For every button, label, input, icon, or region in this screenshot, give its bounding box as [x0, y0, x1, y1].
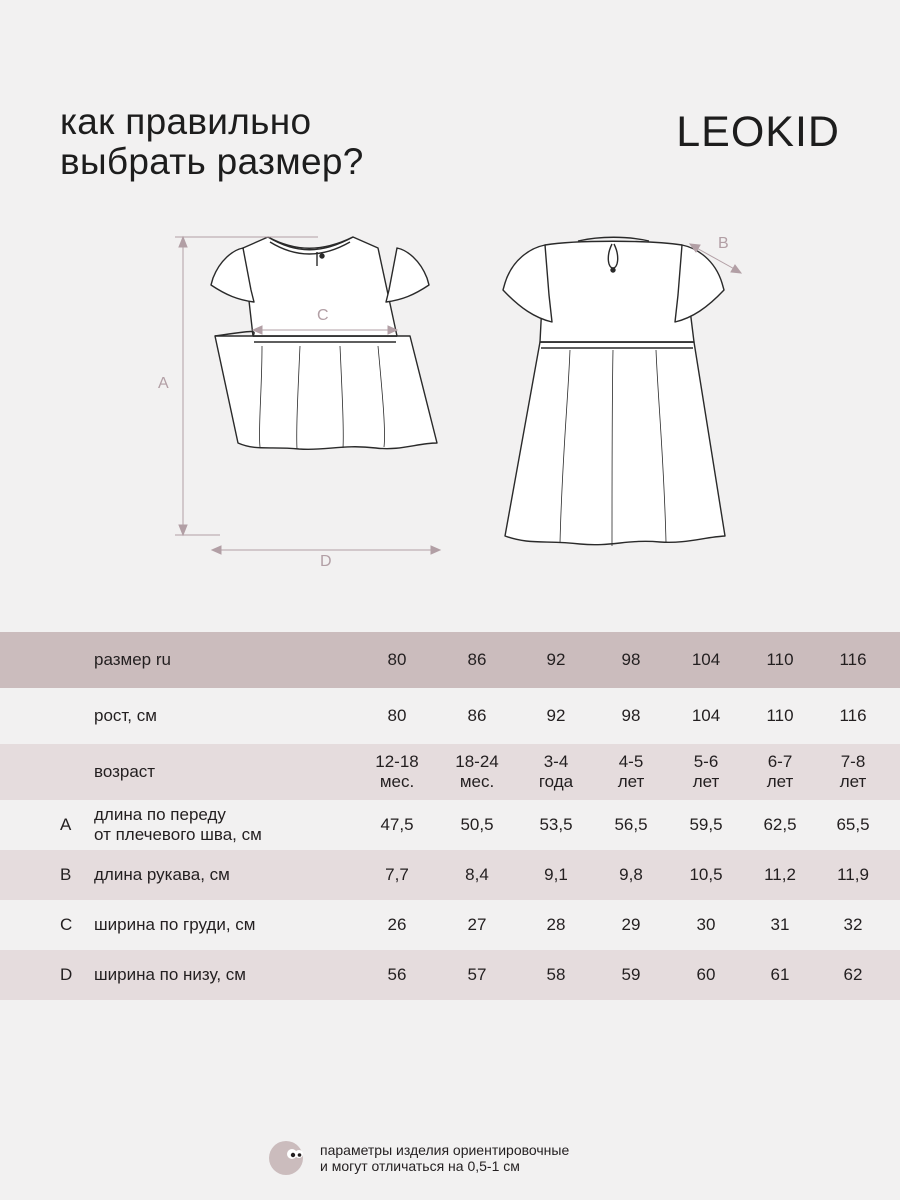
cell-line: 58: [546, 965, 566, 984]
table-cell: [516, 650, 596, 670]
row-label-line: размер ru: [94, 650, 171, 669]
row-label: [94, 865, 230, 885]
table-cell: [591, 815, 671, 835]
table-cell: [357, 865, 437, 885]
table-cell: [516, 752, 596, 792]
row-label-line: ширина по низу, см: [94, 965, 246, 984]
table-cell: [591, 965, 671, 985]
table-cell: [516, 965, 596, 985]
table-cell: [591, 915, 671, 935]
cell-line: 92: [546, 650, 566, 669]
table-cell: [666, 865, 746, 885]
table-cell: [437, 815, 517, 835]
table-row: [0, 744, 900, 800]
row-letter: C: [60, 915, 73, 934]
cell-line: 9,1: [544, 865, 568, 884]
cell-line: лет: [617, 772, 645, 791]
cell-line: 86: [467, 706, 487, 725]
row-label-line: возраст: [94, 762, 156, 781]
cell-line: 59,5: [689, 815, 723, 834]
table-cell: [437, 706, 517, 726]
cell-line: 116: [839, 650, 867, 669]
table-cell: [591, 706, 671, 726]
dress-sketch-illustration: [0, 200, 900, 600]
brand-logo: LEOKID: [676, 108, 840, 156]
cell-line: 11,9: [837, 865, 869, 884]
table-cell: [813, 752, 893, 792]
row-label-line: длина рукава, см: [94, 865, 230, 884]
table-cell: [437, 915, 517, 935]
footer-note: [268, 1140, 569, 1176]
dress-back-sketch: [503, 237, 725, 546]
cell-line: 50,5: [460, 815, 494, 834]
table-cell: [813, 815, 893, 835]
size-table: [0, 632, 900, 1000]
dimension-label-c: C: [317, 307, 329, 324]
table-cell: [437, 650, 517, 670]
cell-line: 53,5: [539, 815, 573, 834]
cell-line: 27: [467, 915, 487, 934]
cell-line: 7-8: [840, 752, 866, 771]
table-cell: [740, 865, 820, 885]
note-text: [320, 1142, 569, 1174]
table-cell: [813, 650, 893, 670]
table-cell: [437, 865, 517, 885]
note-line-2: и могут отличаться на 0,5-1 см: [320, 1158, 520, 1174]
cell-line: 6-7: [767, 752, 793, 771]
cell-line: 30: [696, 915, 716, 934]
cell-line: 65,5: [836, 815, 870, 834]
dimension-label-d: D: [320, 553, 332, 570]
note-line-1: параметры изделия ориентировочные: [320, 1142, 570, 1158]
title-line-1: как правильно: [60, 101, 312, 142]
garment-diagram: [0, 200, 900, 600]
table-cell: [516, 865, 596, 885]
table-cell: [813, 865, 893, 885]
table-cell: [813, 965, 893, 985]
table-cell: [740, 752, 820, 792]
row-label: [94, 650, 171, 670]
cell-line: 9,8: [619, 865, 643, 884]
cell-line: 26: [387, 915, 407, 934]
row-label: [94, 762, 155, 782]
cell-line: 86: [467, 650, 487, 669]
page-title: [60, 102, 364, 182]
row-label-line: от плечевого шва, см: [94, 825, 262, 844]
cell-line: 3-4: [543, 752, 569, 771]
cell-line: 59: [621, 965, 641, 984]
cell-line: года: [538, 772, 574, 791]
cell-line: 57: [467, 965, 487, 984]
table-cell: [740, 965, 820, 985]
table-cell: [437, 965, 517, 985]
table-cell: [357, 650, 437, 670]
row-label: [94, 805, 262, 845]
row-label: [94, 706, 157, 726]
cell-line: 18-24: [455, 752, 499, 771]
cell-line: 31: [770, 915, 790, 934]
cell-line: мес.: [459, 772, 495, 791]
table-row: [0, 950, 900, 1000]
table-cell: [666, 752, 746, 792]
table-cell: [666, 815, 746, 835]
cell-line: 56: [387, 965, 407, 984]
table-row: [0, 850, 900, 900]
table-cell: [357, 815, 437, 835]
table-cell: [813, 706, 893, 726]
cell-line: 98: [621, 706, 641, 725]
dimension-label-b: B: [718, 235, 729, 252]
table-cell: [357, 752, 437, 792]
table-cell: [357, 915, 437, 935]
table-cell: [666, 965, 746, 985]
cell-line: 56,5: [614, 815, 648, 834]
cell-line: лет: [839, 772, 867, 791]
table-cell: [591, 865, 671, 885]
cell-line: 60: [696, 965, 716, 984]
cell-line: 29: [621, 915, 641, 934]
row-label-line: рост, см: [94, 706, 157, 725]
title-line-2: выбрать размер?: [60, 141, 364, 182]
table-row: [0, 632, 900, 688]
cell-line: 61: [770, 965, 790, 984]
cell-line: 116: [839, 706, 867, 725]
cell-line: мес.: [379, 772, 415, 791]
cell-line: 62,5: [763, 815, 797, 834]
table-cell: [666, 706, 746, 726]
cell-line: 8,4: [465, 865, 489, 884]
note-mascot-icon: [268, 1140, 304, 1176]
table-row: [0, 688, 900, 744]
row-label: [94, 915, 255, 935]
cell-line: 5-6: [693, 752, 719, 771]
table-cell: [357, 965, 437, 985]
row-letter: D: [60, 965, 73, 984]
table-row: [0, 900, 900, 950]
cell-line: 80: [387, 650, 407, 669]
table-cell: [357, 706, 437, 726]
cell-line: 104: [691, 706, 721, 725]
table-cell: [740, 650, 820, 670]
cell-line: 80: [387, 706, 407, 725]
table-cell: [516, 815, 596, 835]
table-cell: [740, 706, 820, 726]
table-cell: [666, 650, 746, 670]
table-cell: [740, 915, 820, 935]
cell-line: лет: [692, 772, 720, 791]
row-label: [94, 965, 246, 985]
cell-line: 110: [766, 650, 794, 669]
table-cell: [666, 915, 746, 935]
cell-line: 28: [546, 915, 566, 934]
table-cell: [813, 915, 893, 935]
table-cell: [740, 815, 820, 835]
cell-line: 12-18: [375, 752, 419, 771]
dimension-label-a: A: [158, 375, 169, 392]
cell-line: 7,7: [385, 865, 409, 884]
cell-line: 98: [621, 650, 641, 669]
cell-line: 4-5: [618, 752, 644, 771]
row-letter: A: [60, 815, 72, 834]
cell-line: 47,5: [380, 815, 414, 834]
table-cell: [516, 706, 596, 726]
cell-line: 10,5: [689, 865, 723, 884]
cell-line: 62: [843, 965, 863, 984]
cell-line: 104: [691, 650, 721, 669]
dress-front-sketch: [211, 237, 437, 449]
row-letter: B: [60, 865, 72, 884]
table-row: [0, 800, 900, 850]
cell-line: 32: [843, 915, 863, 934]
row-label-line: ширина по груди, см: [94, 915, 256, 934]
table-cell: [591, 650, 671, 670]
row-label-line: длина по переду: [94, 805, 226, 824]
table-cell: [591, 752, 671, 792]
table-cell: [516, 915, 596, 935]
table-cell: [437, 752, 517, 792]
cell-line: 110: [766, 706, 794, 725]
cell-line: лет: [766, 772, 794, 791]
cell-line: 92: [546, 706, 566, 725]
cell-line: 11,2: [764, 865, 796, 884]
